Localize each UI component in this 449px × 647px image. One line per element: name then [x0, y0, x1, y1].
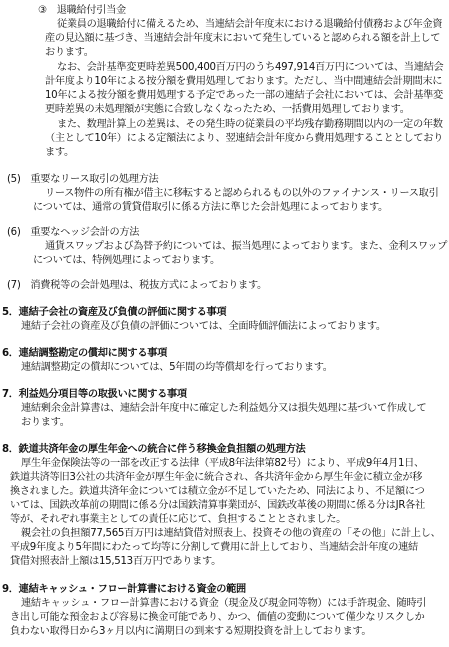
text-line: については、特例処理によっております。	[33, 255, 220, 266]
text-line: ます。	[45, 147, 74, 158]
text-line: 通貨スワップおよび為替予約については、振当処理によっております。また、金利スワップ	[45, 241, 448, 252]
section-heading-appropriation: 7．利益処分項目等の取扱いに関する事項	[2, 389, 187, 400]
text-line: 連結調整勘定の償却については、5年間の均等償却を行っております。	[21, 362, 333, 373]
text-line: については、通常の賃貸借取引に係る方法に準じた会計処理によっております。	[33, 202, 388, 213]
section-heading-tax: (7) 消費税等の会計処理は、税抜方式によっております。	[7, 280, 267, 291]
text-line: 連結子会社の資産及び負債の評価については、全面時価評価法によっております。	[21, 321, 386, 332]
text-line: 連結キャッシュ・フロー計算書における資金（現金及び現金同等物）には手許現金、随時引	[21, 598, 427, 609]
text-line: 負わない取得日から3ヶ月以内に満期日の到来する短期投資を計上しております。	[10, 626, 372, 637]
section-heading-lease: (5) 重要なリース取引の処理方法	[7, 174, 159, 185]
text-line: リース物件の所有権が借主に移転すると認められるもの以外のファイナンス・リース取引	[45, 188, 439, 199]
text-line: 貸借対照表計上額は15,513百万円であります。	[10, 556, 222, 567]
section-heading-retirement: ③ 退職給付引当金	[38, 5, 126, 16]
text-line: 鉄道共済等旧3公社の共済年金が厚生年金に統合され、各共済年金から厚生年金に積立金が移	[10, 472, 423, 483]
text-line: 10年による按分額を費用処理する予定であった一部の連結子会社においては、会計基準変	[45, 90, 443, 101]
section-heading-goodwill: 6．連結調整勘定の償却に関する事項	[2, 348, 167, 359]
text-line: 厚生年金保険法等の一部を改正する法律（平成8年法律第82号）により、平成9年4月1日、	[21, 458, 424, 469]
text-line: き出し可能な預金および容易に換金可能であり、かつ、価値の変動について僅少なリスクしか	[10, 612, 425, 623]
text-line: 計年度より10年による按分額を費用処理しております。ただし、当中間連結会計期間末に	[45, 76, 443, 87]
text-line: 連結剰余金計算書は、連結会計年度中に確定した利益処分又は損失処理に基づいて作成して	[21, 403, 427, 414]
section-heading-valuation: 5．連結子会社の資産及び負債の評価に関する事項	[2, 307, 227, 318]
section-heading-pension: 8．鉄道共済年金の厚生年金への統合に伴う移換金負担額の処理方法	[2, 444, 306, 455]
text-line: （主として10年）による定額法により、翌連結会計年度から費用処理することとしており	[45, 133, 443, 144]
section-heading-hedge: (6) 重要なヘッジ会計の方法	[7, 227, 140, 238]
text-line: なお、会計基準変更時差異500,400百万円のうち497,914百万円については、当連結会	[57, 62, 444, 73]
text-line: また、数理計算上の差異は、その発生時の従業員の平均残存勤務期間以内の一定の年数	[57, 119, 443, 130]
text-line: おります。	[21, 417, 70, 428]
text-line: 更時差異の未処理額が実態に合致しなくなったため、一括費用処理しております。	[45, 104, 410, 115]
text-line: 換されました。鉄道共済年金については積立金が不足していたため、同法により、不足額につ	[10, 486, 425, 497]
text-line: 等が、それぞれ事業主としての責任に応じて、負担することとされました。	[10, 514, 346, 525]
text-line: 従業員の退職給付に備えるため、当連結会計年度末における退職給付債務および年金資	[57, 19, 443, 30]
section-heading-cashflow: 9．連結キャッシュ・フロー計算書における資金の範囲	[2, 584, 246, 595]
text-line: 産の見込額に基づき、当連結会計年度末において発生していると認められる額を計上して	[45, 33, 441, 44]
text-line: 平成9年度より5年間にわたって均等に分割して費用に計上しており、当連結会計年度の連結	[10, 542, 418, 553]
text-line: 親会社の負担額77,565百万円は連結貸借対照表上、投資その他の資産の「その他」に計上し、	[21, 528, 441, 539]
text-line: おります。	[45, 47, 94, 58]
text-line: いては、国鉄改革前の期間に係る分は国鉄清算事業団が、国鉄改革後の期間に係る分はJR各社	[10, 500, 425, 511]
